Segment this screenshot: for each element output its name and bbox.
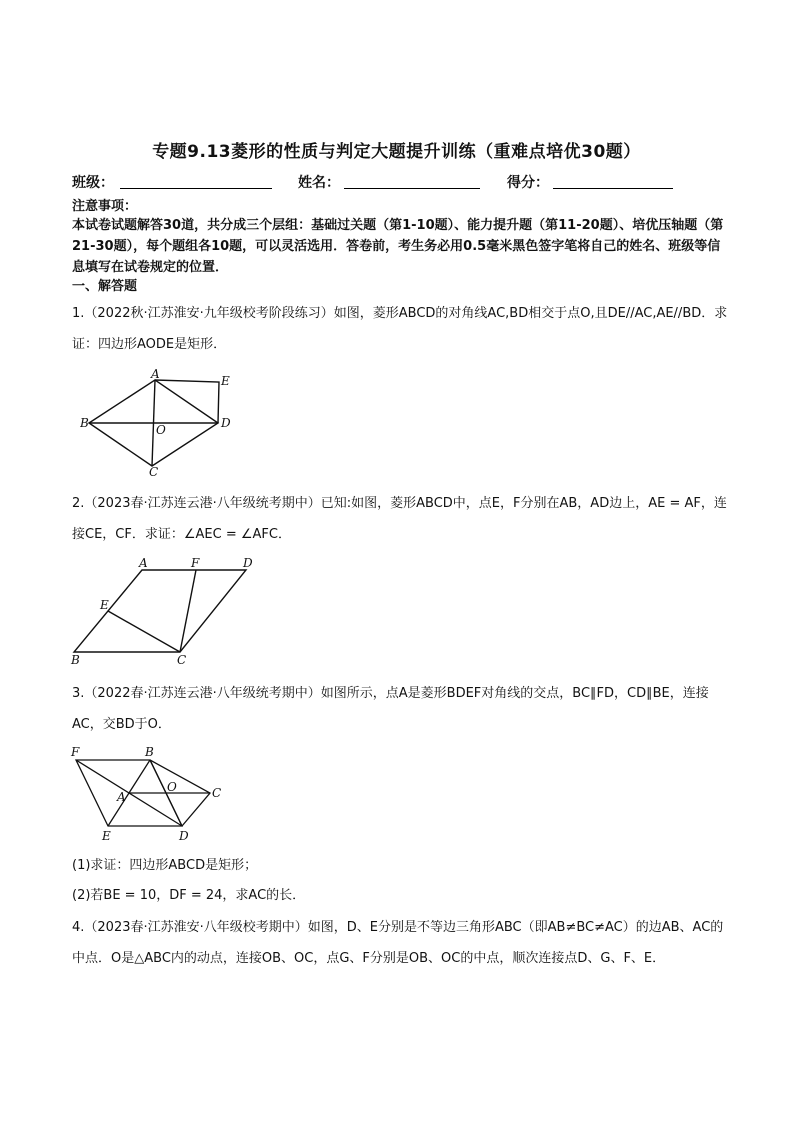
fig1-label-o: O xyxy=(156,423,166,437)
fig1-label-b: B xyxy=(80,416,89,430)
score-blank[interactable] xyxy=(553,188,673,189)
class-blank[interactable] xyxy=(120,188,272,189)
class-label: 班级： xyxy=(72,175,114,191)
fig2-label-f: F xyxy=(191,556,200,570)
notes-heading: 注意事项： xyxy=(72,199,138,214)
question-2-text: 2.（2023春·江苏连云港·八年级统考期中）已知:如图，菱形ABCD中，点E，F分别在AB，AD边上，AE = AF，连接CE，CF．求证：∠AEC = ∠AFC． xyxy=(72,496,727,542)
question-3-figure xyxy=(66,742,236,846)
question-3-text: 3.（2022春·江苏连云港·八年级统考期中）如图所示，点A是菱形BDEF对角线的交点，BC∥FD，CD∥BE，连接AC，交BD于O． xyxy=(72,686,709,732)
fig3-label-b: B xyxy=(145,745,154,759)
fig3-label-o: O xyxy=(167,780,177,794)
notes-body: 本试卷试题解答30道，共分成三个层组：基础过关题（第1-10题）、能力提升题（第11-20题）、培优压轴题（第21-30题），每个题组各10题，可以灵活选用．答卷前，考生务必用0.5毫米黑色签字笔将自己的姓名、班级等信息填写在试卷规定的位置． xyxy=(72,218,724,275)
page-title: 专题9.13菱形的性质与判定大题提升训练（重难点培优30题） xyxy=(152,142,641,162)
section-heading: 一、解答题 xyxy=(72,279,138,294)
question-4-text: 4.（2023春·江苏淮安·八年级校考期中）如图，D、E分别是不等边三角形ABC（即AB≠BC≠AC）的边AB、AC的中点．O是△ABC内的动点，连接OB、OC，点G、F分别是OB、OC的中点，顺次连接点D、G、F、E． xyxy=(72,920,724,966)
fig3-label-c: C xyxy=(212,786,222,800)
question-2-figure xyxy=(66,556,266,668)
fig2-label-e: E xyxy=(100,598,109,612)
fig1-label-c: C xyxy=(149,465,159,478)
fig2-label-a: A xyxy=(139,556,148,570)
fig3-label-e: E xyxy=(102,829,111,843)
question-1-figure xyxy=(80,368,240,478)
student-info-line xyxy=(72,172,732,192)
fig2-label-d: D xyxy=(243,556,253,570)
fig2-label-c: C xyxy=(177,653,187,667)
fig2-label-b: B xyxy=(71,653,80,667)
fig3-label-f: F xyxy=(71,745,80,759)
question-3-part-1: (1)求证：四边形ABCD是矩形； xyxy=(72,858,258,873)
question-1-text: 1.（2022秋·江苏淮安·九年级校考阶段练习）如图，菱形ABCD的对角线AC,BD相交于点O,且DE//AC,AE//BD．求证：四边形AODE是矩形． xyxy=(72,306,728,352)
name-blank[interactable] xyxy=(344,188,480,189)
segment-ce xyxy=(108,611,180,652)
fig1-label-d: D xyxy=(221,416,231,430)
fig1-label-a: A xyxy=(151,368,160,381)
score-label: 得分： xyxy=(507,175,549,191)
fig1-label-e: E xyxy=(221,374,230,388)
fig3-label-a: A xyxy=(117,790,126,804)
segment-cf xyxy=(180,570,196,652)
question-3-part-2: (2)若BE = 10，DF = 24，求AC的长． xyxy=(72,888,306,903)
fig3-label-d: D xyxy=(179,829,189,843)
name-label: 姓名： xyxy=(298,175,340,191)
